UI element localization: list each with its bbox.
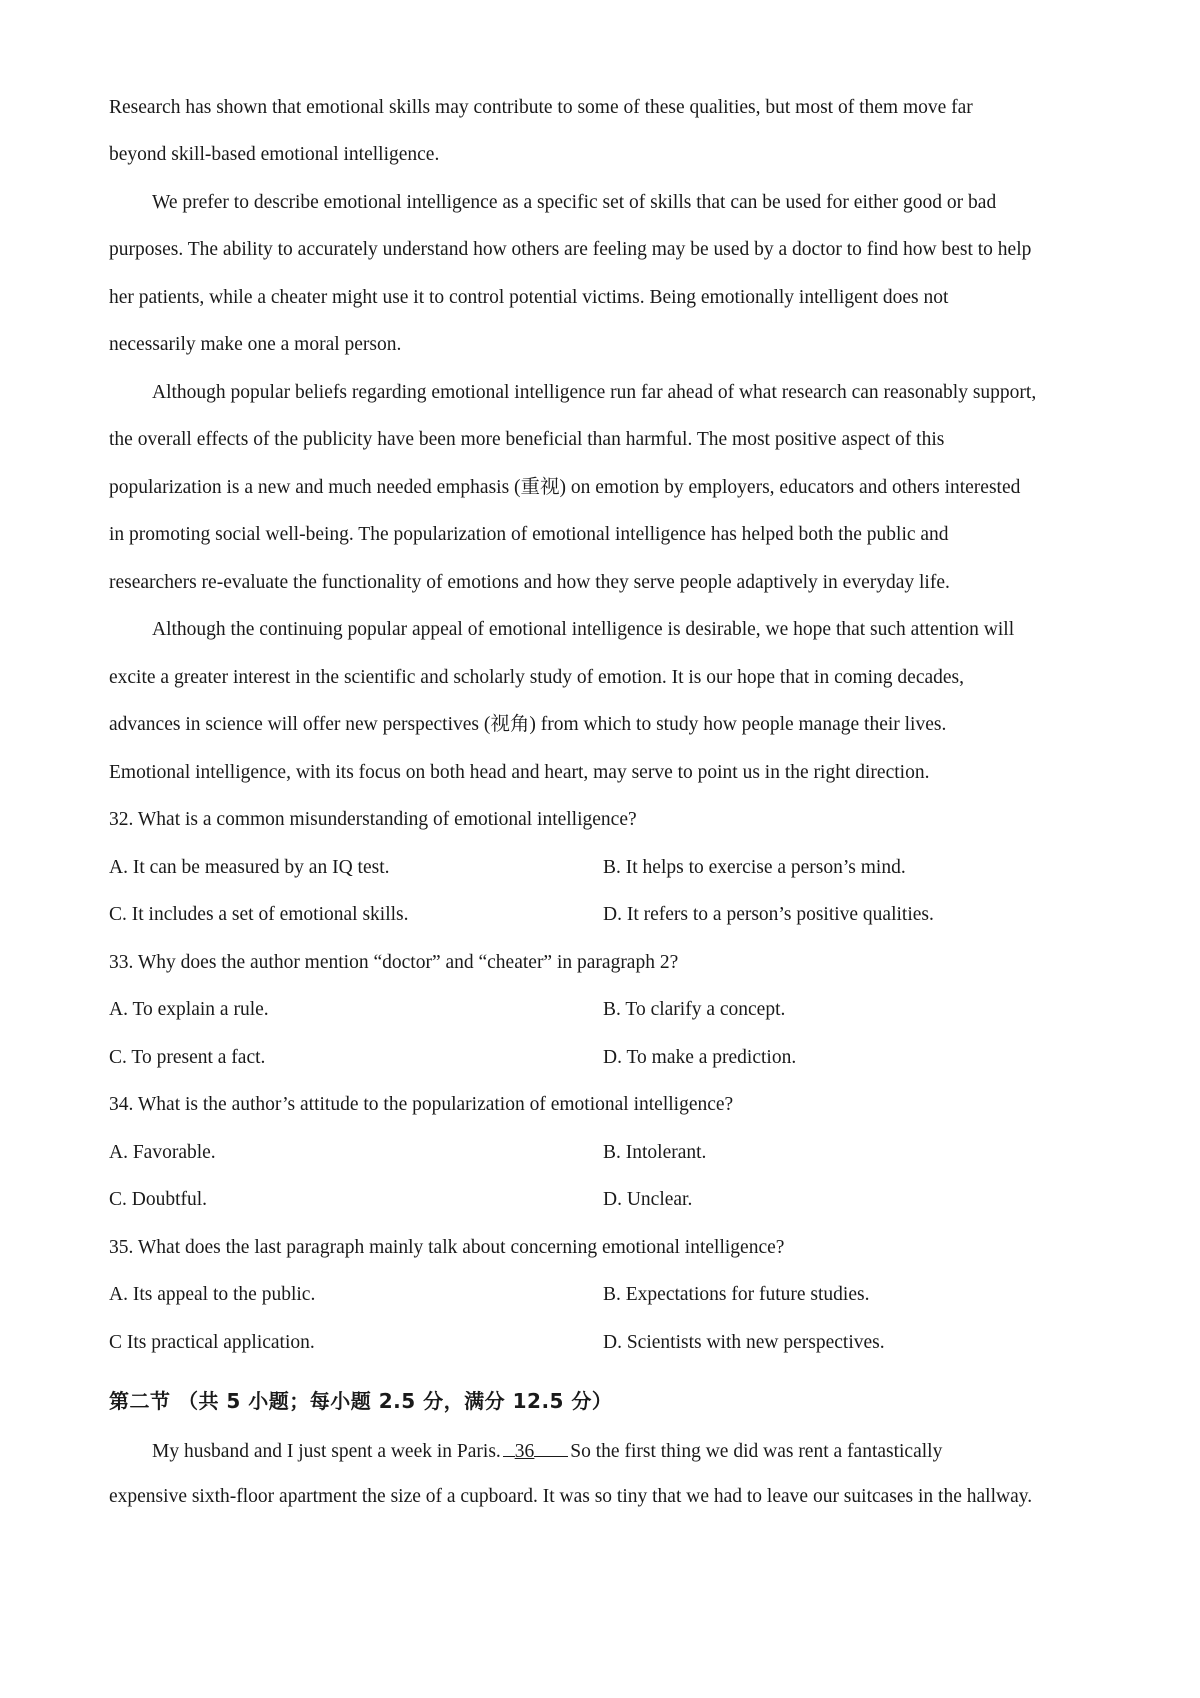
cloze-text: My husband and I just spent a week in Paris.	[152, 1441, 501, 1462]
option-a: A. Its appeal to the public.	[109, 1284, 316, 1305]
question-stem: 33. Why does the author mention “doctor” and “cheater” in paragraph 2?	[109, 952, 679, 973]
question-stem: 32. What is a common misunderstanding of emotional intelligence?	[109, 809, 637, 830]
passage-line: Emotional intelligence, with its focus on both head and heart, may serve to point us in the right direction.	[109, 762, 930, 783]
option-a: A. To explain a rule.	[109, 999, 269, 1020]
passage-line: We prefer to describe emotional intelligence as a specific set of skills that can be used for either good or bad	[152, 192, 997, 213]
option-b: B. Expectations for future studies.	[603, 1284, 870, 1305]
question-stem: 35. What does the last paragraph mainly talk about concerning emotional intelligence?	[109, 1237, 785, 1258]
cloze-text: So the first thing we did was rent a fantastically	[570, 1441, 943, 1462]
option-c: C Its practical application.	[109, 1332, 315, 1353]
cloze-blank	[501, 1438, 571, 1464]
passage-line: Although the continuing popular appeal of emotional intelligence is desirable, we hope that such attention will	[152, 619, 1015, 640]
option-d: D. To make a prediction.	[603, 1047, 797, 1068]
passage-line: beyond skill-based emotional intelligence.	[109, 144, 440, 165]
passage-line: researchers re-evaluate the functionality of emotions and how they serve people adaptively in everyday life.	[109, 572, 950, 593]
option-b: B. It helps to exercise a person’s mind.	[603, 857, 906, 878]
option-d: D. It refers to a person’s positive qualities.	[603, 904, 934, 925]
passage-line: Although popular beliefs regarding emotional intelligence run far ahead of what research can reasonably support,	[152, 382, 1037, 403]
passage-line: in promoting social well-being. The popularization of emotional intelligence has helped both the public and	[109, 524, 949, 545]
blank-number: 36	[514, 1441, 535, 1462]
passage-line: necessarily make one a moral person.	[109, 334, 402, 355]
question-stem: 34. What is the author’s attitude to the popularization of emotional intelligence?	[109, 1094, 734, 1115]
passage-line: excite a greater interest in the scientific and scholarly study of emotion. It is our hope that in coming decades,	[109, 667, 965, 688]
section-heading: 第二节 （共 5 小题；每小题 2.5 分，满分 12.5 分）	[109, 1389, 613, 1413]
option-b: B. Intolerant.	[603, 1142, 707, 1163]
option-a: A. Favorable.	[109, 1142, 216, 1163]
passage-line: popularization is a new and much needed emphasis (重视) on emotion by employers, educators and others interested	[109, 477, 1021, 498]
option-c: C. It includes a set of emotional skills.	[109, 904, 409, 925]
option-c: C. Doubtful.	[109, 1189, 208, 1210]
option-c: C. To present a fact.	[109, 1047, 266, 1068]
passage-line: Research has shown that emotional skills may contribute to some of these qualities, but most of them move far	[109, 97, 973, 118]
cloze-line	[152, 1438, 942, 1464]
passage-line: her patients, while a cheater might use it to control potential victims. Being emotionally intelligent does not	[109, 287, 949, 308]
passage-line: purposes. The ability to accurately understand how others are feeling may be used by a doctor to find how best to help	[109, 239, 1032, 260]
passage-line: advances in science will offer new perspectives (视角) from which to study how people manage their lives.	[109, 714, 947, 735]
option-b: B. To clarify a concept.	[603, 999, 786, 1020]
cloze-line: expensive sixth-floor apartment the size of a cupboard. It was so tiny that we had to leave our suitcases in the hallway.	[109, 1486, 1033, 1507]
passage-line: the overall effects of the publicity have been more beneficial than harmful. The most positive aspect of this	[109, 429, 945, 450]
option-d: D. Scientists with new perspectives.	[603, 1332, 885, 1353]
option-a: A. It can be measured by an IQ test.	[109, 857, 390, 878]
option-d: D. Unclear.	[603, 1189, 693, 1210]
